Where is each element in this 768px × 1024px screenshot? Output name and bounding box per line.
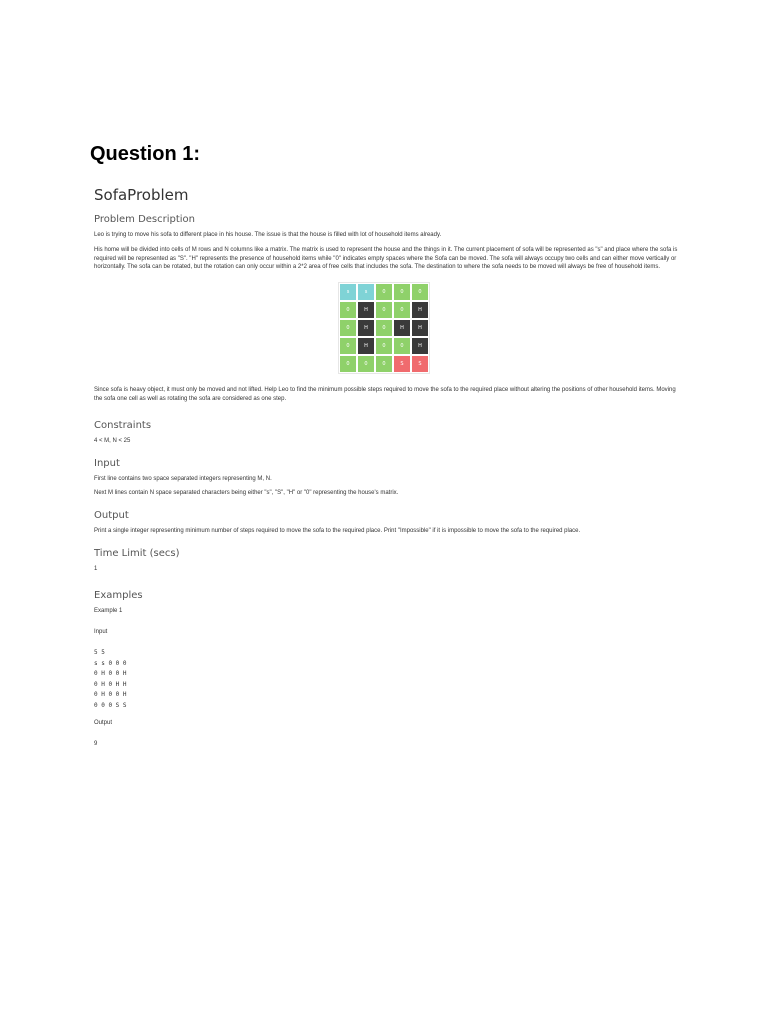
description-paragraph-1: Leo is trying to move his sofa to different place in his house. The issue is that the house is filled with lot of household items already. — [94, 232, 442, 238]
section-title-constraints: Constraints — [94, 419, 152, 431]
input-line-1: First line contains two space separated integers representing M, N. — [94, 475, 272, 482]
example-input-line: 0 H 0 H H — [94, 680, 127, 688]
matrix-cell: H — [411, 337, 429, 355]
description-paragraph-2: His home will be divided into cells of M rows and N columns like a matrix. The matrix is used to represent the house and the things in it. The current placement of sofa will be represented as "s" and place where the sofa is required will be represented as "S". "H" represents the presence of household items while "0" indicates empty spaces where the Sofa can be moved. The sofa will always occupy two cells and can either move vertically or horizontally. The sofa can be rotated, but the rotation can only occur within a 2*2 area of free cells that includes the sofa. The destination to where the sofa needs to be moved will always be free of household items. — [94, 246, 678, 271]
matrix-cell: 0 — [393, 301, 411, 319]
matrix-cell: 0 — [339, 355, 357, 373]
matrix-figure — [92, 282, 684, 374]
constraints-text: 4 < M, N < 25 — [94, 437, 131, 444]
problem-document — [92, 186, 684, 755]
matrix-cell: 0 — [375, 283, 393, 301]
matrix-cell: 0 — [339, 319, 357, 337]
matrix-cell: 0 — [411, 283, 429, 301]
example-output-label: Output — [94, 720, 113, 727]
matrix-cell: 0 — [375, 319, 393, 337]
example-input-line: 0 H 0 0 H — [94, 670, 127, 678]
matrix-cell: H — [357, 337, 375, 355]
matrix-cell: S — [393, 355, 411, 373]
example-input-line: 0 H 0 0 H — [94, 691, 127, 699]
matrix-cell: 0 — [357, 355, 375, 373]
example-label: Example 1 — [94, 607, 123, 614]
matrix-cell: S — [411, 355, 429, 373]
section-title-examples: Examples — [94, 589, 143, 601]
matrix-cell: H — [411, 301, 429, 319]
example-input-label: Input — [94, 628, 108, 635]
example-input-block — [94, 648, 684, 711]
section-title-time-limit: Time Limit (secs) — [94, 547, 180, 559]
matrix-cell: s — [339, 283, 357, 301]
matrix-cell: 0 — [393, 283, 411, 301]
description-paragraph-3: Since sofa is heavy object, it must only be moved and not lifted. Help Leo to find the minimum possible steps required to move the sofa to the required place without altering the positions of other household items. Moving the sofa one cell as well as rotating the sofa are considered as one step. — [94, 387, 676, 402]
example-input-line: s s 0 0 0 — [94, 659, 127, 667]
section-title-input: Input — [94, 457, 120, 469]
example-input-line: 0 0 0 S S — [94, 701, 127, 709]
matrix-cell: 0 — [339, 301, 357, 319]
matrix-cell: H — [393, 319, 411, 337]
example-output-value: 9 — [94, 741, 98, 748]
input-line-2: Next M lines contain N space separated characters being either "s", "S", "H" or "0" representing the house's matrix. — [94, 490, 399, 497]
example-input-line: 5 5 — [94, 649, 105, 657]
matrix-cell: H — [357, 301, 375, 319]
matrix-cell: 0 — [393, 337, 411, 355]
house-matrix — [338, 282, 430, 374]
problem-title: SofaProblem — [94, 186, 189, 204]
matrix-cell: s — [357, 283, 375, 301]
matrix-cell: 0 — [375, 355, 393, 373]
time-limit-value: 1 — [94, 565, 98, 572]
matrix-cell: 0 — [375, 337, 393, 355]
matrix-cell: 0 — [375, 301, 393, 319]
section-title-description: Problem Description — [94, 214, 196, 225]
output-text: Print a single integer representing minimum number of steps required to move the sofa to the required place. Print "Impossible" if it is impossible to move the sofa to the required place. — [94, 528, 581, 535]
question-title: Question 1: — [90, 143, 201, 165]
matrix-cell: H — [357, 319, 375, 337]
section-title-output: Output — [94, 510, 129, 522]
matrix-cell: 0 — [339, 337, 357, 355]
matrix-cell: H — [411, 319, 429, 337]
